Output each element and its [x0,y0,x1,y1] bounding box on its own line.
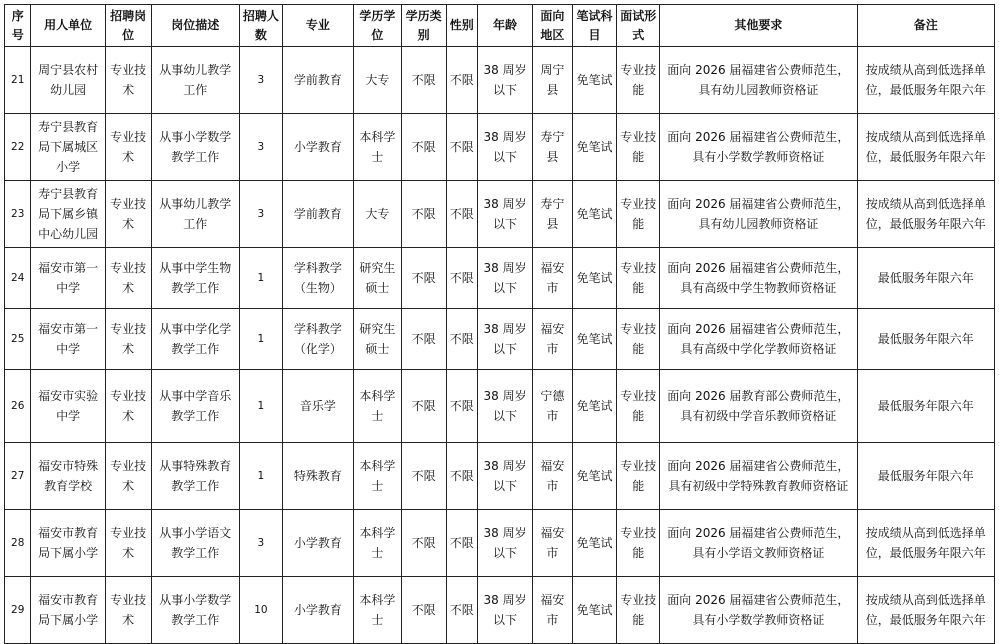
cell-type: 不限 [401,510,446,577]
cell-type: 不限 [401,181,446,248]
cell-region: 福安市 [533,309,573,370]
cell-degree: 研究生硕士 [353,248,401,309]
cell-major: 学科教学（生物） [282,248,353,309]
cell-other: 面向 2026 届福建省公费师范生，具有初级中学特殊教育教师资格证 [660,443,857,510]
cell-interview: 专业技能 [617,510,660,577]
cell-count: 1 [240,370,283,443]
cell-region: 周宁县 [533,47,573,114]
cell-exam: 免笔试 [572,370,617,443]
cell-major: 音乐学 [282,370,353,443]
cell-no: 28 [5,510,31,577]
cell-age: 38 周岁以下 [478,577,533,644]
header-other: 其他要求 [660,5,857,47]
cell-count: 1 [240,443,283,510]
cell-count: 1 [240,248,283,309]
cell-exam: 免笔试 [572,181,617,248]
cell-note: 最低服务年限六年 [857,248,994,309]
cell-post: 专业技术 [105,370,151,443]
cell-interview: 专业技能 [617,47,660,114]
table-row [5,309,995,370]
cell-count: 3 [240,114,283,181]
cell-count: 10 [240,577,283,644]
header-post: 招聘岗位 [105,5,151,47]
header-major: 专业 [282,5,353,47]
cell-interview: 专业技能 [617,181,660,248]
cell-count: 1 [240,309,283,370]
cell-region: 寿宁县 [533,181,573,248]
cell-major: 小学教育 [282,114,353,181]
cell-region: 寿宁县 [533,114,573,181]
header-row [5,5,995,47]
header-region: 面向地区 [533,5,573,47]
cell-interview: 专业技能 [617,114,660,181]
cell-age: 38 周岁以下 [478,181,533,248]
cell-type: 不限 [401,577,446,644]
header-unit: 用人单位 [31,5,105,47]
cell-exam: 免笔试 [572,510,617,577]
cell-note: 最低服务年限六年 [857,370,994,443]
cell-region: 宁德市 [533,370,573,443]
cell-region: 福安市 [533,443,573,510]
cell-exam: 免笔试 [572,309,617,370]
cell-exam: 免笔试 [572,248,617,309]
cell-gender: 不限 [446,443,478,510]
cell-gender: 不限 [446,47,478,114]
cell-major: 小学教育 [282,510,353,577]
cell-count: 3 [240,510,283,577]
cell-desc: 从事中学音乐教学工作 [151,370,240,443]
cell-region: 福安市 [533,510,573,577]
cell-major: 小学教育 [282,577,353,644]
cell-post: 专业技术 [105,443,151,510]
header-interview: 面试形式 [617,5,660,47]
cell-post: 专业技术 [105,577,151,644]
cell-exam: 免笔试 [572,443,617,510]
table-row [5,248,995,309]
cell-no: 22 [5,114,31,181]
cell-age: 38 周岁以下 [478,248,533,309]
header-degree: 学历学位 [353,5,401,47]
cell-type: 不限 [401,370,446,443]
cell-gender: 不限 [446,114,478,181]
cell-post: 专业技术 [105,309,151,370]
cell-note: 最低服务年限六年 [857,309,994,370]
cell-desc: 从事幼儿教学工作 [151,47,240,114]
table-row [5,370,995,443]
cell-count: 3 [240,47,283,114]
cell-count: 3 [240,181,283,248]
header-note: 备注 [857,5,994,47]
cell-note: 按成绩从高到低选择单位，最低服务年限六年 [857,577,994,644]
cell-note: 按成绩从高到低选择单位，最低服务年限六年 [857,114,994,181]
cell-desc: 从事小学语文教学工作 [151,510,240,577]
cell-unit: 福安市第一中学 [31,248,105,309]
cell-desc: 从事小学数学教学工作 [151,114,240,181]
cell-degree: 本科学士 [353,114,401,181]
cell-interview: 专业技能 [617,443,660,510]
table-row [5,443,995,510]
cell-degree: 研究生硕士 [353,309,401,370]
cell-age: 38 周岁以下 [478,510,533,577]
cell-interview: 专业技能 [617,248,660,309]
cell-post: 专业技术 [105,47,151,114]
cell-age: 38 周岁以下 [478,443,533,510]
cell-desc: 从事小学数学教学工作 [151,577,240,644]
cell-type: 不限 [401,248,446,309]
cell-degree: 本科学士 [353,510,401,577]
header-age: 年龄 [478,5,533,47]
cell-degree: 本科学士 [353,577,401,644]
cell-exam: 免笔试 [572,47,617,114]
cell-region: 福安市 [533,248,573,309]
table-row [5,577,995,644]
cell-interview: 专业技能 [617,577,660,644]
cell-age: 38 周岁以下 [478,47,533,114]
cell-other: 面向 2026 届福建省公费师范生，具有小学数学教师资格证 [660,114,857,181]
cell-post: 专业技术 [105,248,151,309]
table-row [5,47,995,114]
cell-desc: 从事特殊教育教学工作 [151,443,240,510]
header-desc: 岗位描述 [151,5,240,47]
table-row [5,510,995,577]
cell-unit: 周宁县农村幼儿园 [31,47,105,114]
cell-other: 面向 2026 届福建省公费师范生，具有高级中学化学教师资格证 [660,309,857,370]
cell-other: 面向 2026 届教育部公费师范生，具有初级中学音乐教师资格证 [660,370,857,443]
cell-post: 专业技术 [105,181,151,248]
table-row [5,114,995,181]
cell-other: 面向 2026 届福建省公费师范生，具有小学语文教师资格证 [660,510,857,577]
cell-no: 29 [5,577,31,644]
cell-no: 26 [5,370,31,443]
cell-degree: 本科学士 [353,370,401,443]
cell-interview: 专业技能 [617,309,660,370]
cell-desc: 从事中学生物教学工作 [151,248,240,309]
cell-post: 专业技术 [105,510,151,577]
header-count: 招聘人数 [240,5,283,47]
cell-type: 不限 [401,114,446,181]
cell-other: 面向 2026 届福建省公费师范生，具有高级中学生物教师资格证 [660,248,857,309]
cell-gender: 不限 [446,309,478,370]
cell-type: 不限 [401,47,446,114]
cell-unit: 福安市特殊教育学校 [31,443,105,510]
cell-gender: 不限 [446,181,478,248]
cell-region: 福安市 [533,577,573,644]
cell-note: 按成绩从高到低选择单位，最低服务年限六年 [857,510,994,577]
cell-other: 面向 2026 届福建省公费师范生，具有幼儿园教师资格证 [660,47,857,114]
cell-exam: 免笔试 [572,114,617,181]
table-row [5,181,995,248]
cell-major: 特殊教育 [282,443,353,510]
header-no: 序号 [5,5,31,47]
cell-gender: 不限 [446,510,478,577]
cell-unit: 寿宁县教育局下属乡镇中心幼儿园 [31,181,105,248]
header-gender: 性别 [446,5,478,47]
cell-no: 27 [5,443,31,510]
cell-gender: 不限 [446,370,478,443]
cell-other: 面向 2026 届福建省公费师范生，具有幼儿园教师资格证 [660,181,857,248]
cell-no: 25 [5,309,31,370]
cell-note: 按成绩从高到低选择单位，最低服务年限六年 [857,181,994,248]
cell-age: 38 周岁以下 [478,114,533,181]
cell-degree: 本科学士 [353,443,401,510]
header-exam: 笔试科目 [572,5,617,47]
cell-unit: 福安市教育局下属小学 [31,510,105,577]
cell-major: 学前教育 [282,47,353,114]
cell-unit: 福安市第一中学 [31,309,105,370]
cell-age: 38 周岁以下 [478,370,533,443]
cell-unit: 福安市实验中学 [31,370,105,443]
cell-other: 面向 2026 届福建省公费师范生，具有小学数学教师资格证 [660,577,857,644]
cell-post: 专业技术 [105,114,151,181]
header-type: 学历类别 [401,5,446,47]
cell-desc: 从事幼儿教学工作 [151,181,240,248]
cell-major: 学前教育 [282,181,353,248]
cell-major: 学科教学（化学） [282,309,353,370]
cell-age: 38 周岁以下 [478,309,533,370]
cell-type: 不限 [401,443,446,510]
cell-no: 23 [5,181,31,248]
cell-unit: 寿宁县教育局下属城区小学 [31,114,105,181]
cell-note: 按成绩从高到低选择单位，最低服务年限六年 [857,47,994,114]
cell-degree: 大专 [353,47,401,114]
recruitment-table [4,4,995,644]
cell-note: 最低服务年限六年 [857,443,994,510]
cell-no: 24 [5,248,31,309]
cell-desc: 从事中学化学教学工作 [151,309,240,370]
cell-gender: 不限 [446,577,478,644]
cell-gender: 不限 [446,248,478,309]
cell-no: 21 [5,47,31,114]
cell-unit: 福安市教育局下属小学 [31,577,105,644]
cell-interview: 专业技能 [617,370,660,443]
cell-degree: 大专 [353,181,401,248]
cell-exam: 免笔试 [572,577,617,644]
cell-type: 不限 [401,309,446,370]
